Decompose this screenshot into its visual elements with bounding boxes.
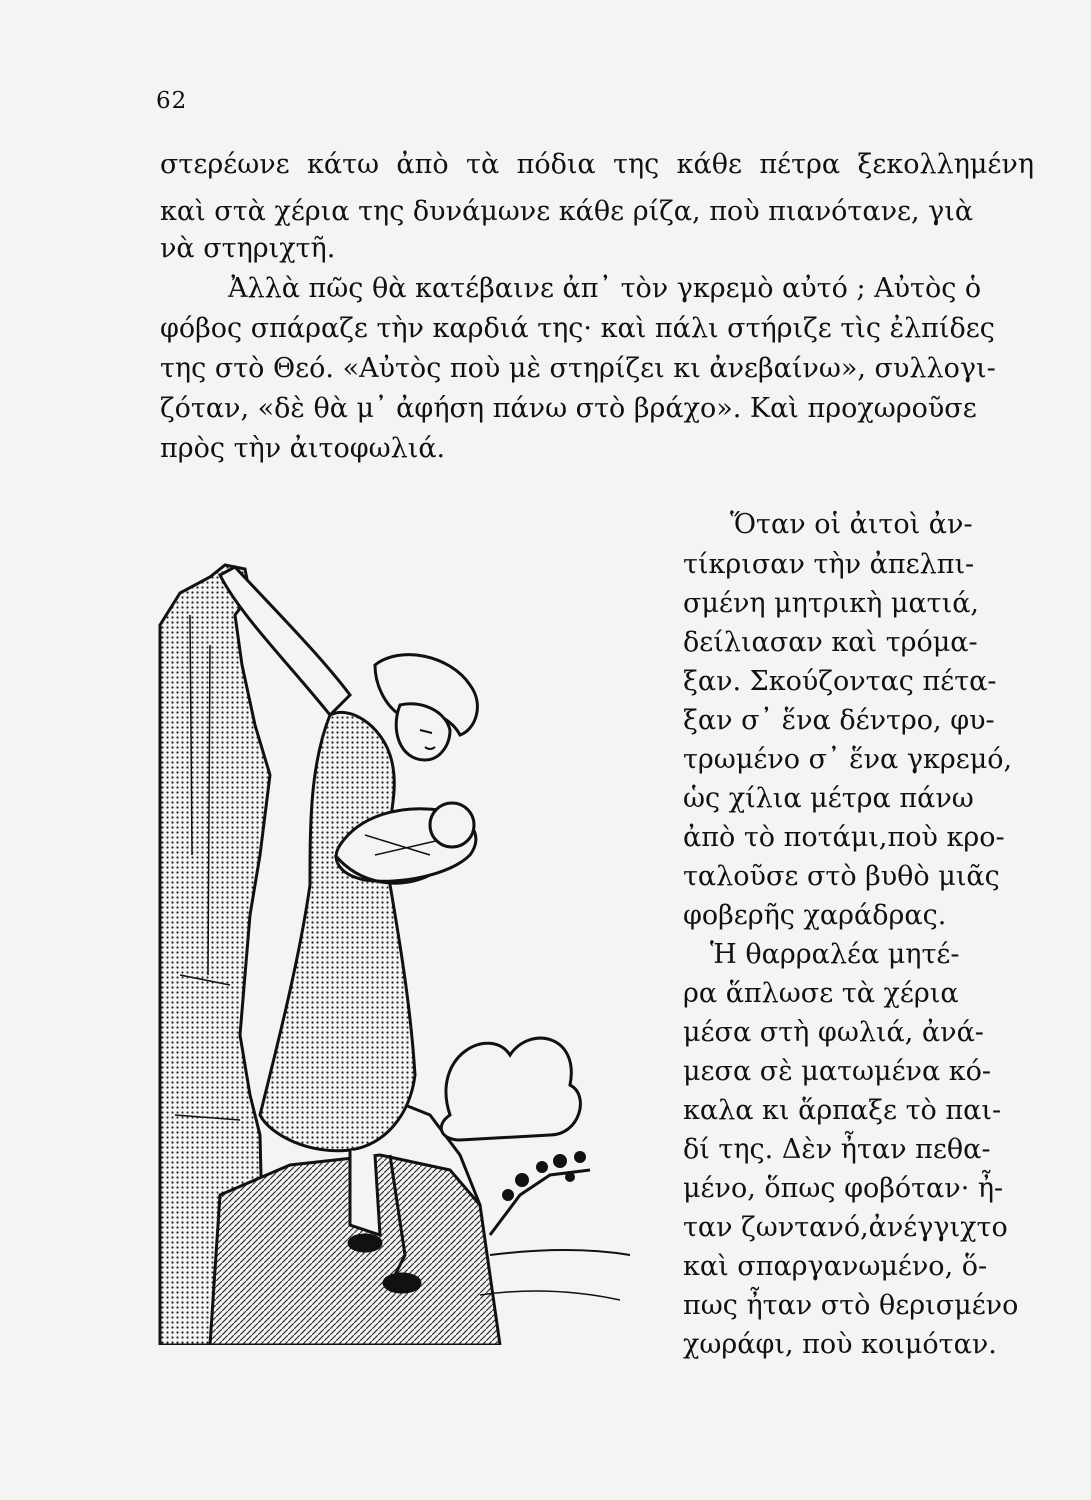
text-line: ξαν. Σκούζοντας πέτα- — [683, 666, 997, 697]
text-line: πρὸς τὴν ἀιτοφωλιά. — [160, 433, 446, 464]
text-line: Ἡ θαρραλέα μητέ- — [710, 939, 960, 970]
text-line: σμένη μητρικὴ ματιά, — [683, 588, 980, 619]
text-line: ταλοῦσε στὸ βυθὸ μιᾶς — [683, 861, 1000, 892]
text-line: χωράφι, ποὺ κοιμόταν. — [683, 1329, 997, 1360]
text-line: της στὸ Θεό. «Αὐτὸς ποὺ μὲ στηρίζει κι ἀνεβαίνω», συλλογι- — [160, 353, 996, 384]
text-line: ρα ἅπλωσε τὰ χέρια — [683, 978, 959, 1009]
text-line: τίκρισαν τὴν ἀπελπι- — [683, 549, 975, 580]
text-line: μεσα σὲ ματωμένα κό- — [683, 1056, 992, 1087]
text-line: καὶ στὰ χέρια της δυνάμωνε κάθε ρίζα, ποὺ πιανότανε, γιὰ — [160, 196, 974, 227]
text-line: ξαν σ᾿ ἕνα δέντρο, φυ- — [683, 705, 995, 736]
mother-and-child-illustration — [150, 555, 640, 1345]
text-line: στερέωνε κάτω ἀπὸ τὰ πόδια της κάθε πέτρα ξεκολλημένη — [160, 149, 1034, 180]
text-line: μένο, ὅπως φοβόταν· ἦ- — [683, 1173, 1004, 1204]
text-line: δί της. Δὲν ἦταν πεθα- — [683, 1134, 991, 1165]
text-line: μέσα στὴ φωλιά, ἀνά- — [683, 1017, 984, 1048]
text-line: ὡς χίλια μέτρα πάνω — [683, 783, 974, 814]
text-line: φόβος σπάραζε τὴν καρδιά της· καὶ πάλι στήριζε τὶς ἐλπίδες — [160, 313, 995, 344]
text-line: νὰ στηριχτῆ. — [160, 233, 336, 264]
text-line: ταν ζωντανό,ἀνέγγιχτο — [683, 1212, 1008, 1243]
text-line: ἀπὸ τὸ ποτάμι,ποὺ κρο- — [683, 822, 1005, 853]
text-line: φοβερῆς χαράδρας. — [683, 900, 947, 931]
text-line: τρωμένο σ᾿ ἕνα γκρεμό, — [683, 744, 1013, 775]
text-line: δείλιασαν καὶ τρόμα- — [683, 627, 978, 658]
text-line: καὶ σπαργανωμένο, ὅ- — [683, 1251, 988, 1282]
cloud — [441, 1038, 580, 1140]
text-line: Ἀλλὰ πῶς θὰ κατέβαινε ἀπ᾿ τὸν γκρεμὸ αὐτό ; Αὐτὸς ὁ — [228, 273, 982, 304]
text-line: πως ἦταν στὸ θερισμένο — [683, 1290, 1019, 1321]
tree-branch — [490, 1152, 590, 1235]
text-line: καλα κι ἅρπαξε τὸ παι- — [683, 1095, 1002, 1126]
page-number: 62 — [156, 88, 188, 114]
text-line: ζόταν, «δὲ θὰ μ᾿ ἀφήση πάνω στὸ βράχο». Καὶ προχωροῦσε — [160, 393, 977, 424]
horizon-line — [490, 1250, 630, 1255]
text-line: Ὅταν οἱ ἀιτοὶ ἀν- — [730, 509, 973, 540]
